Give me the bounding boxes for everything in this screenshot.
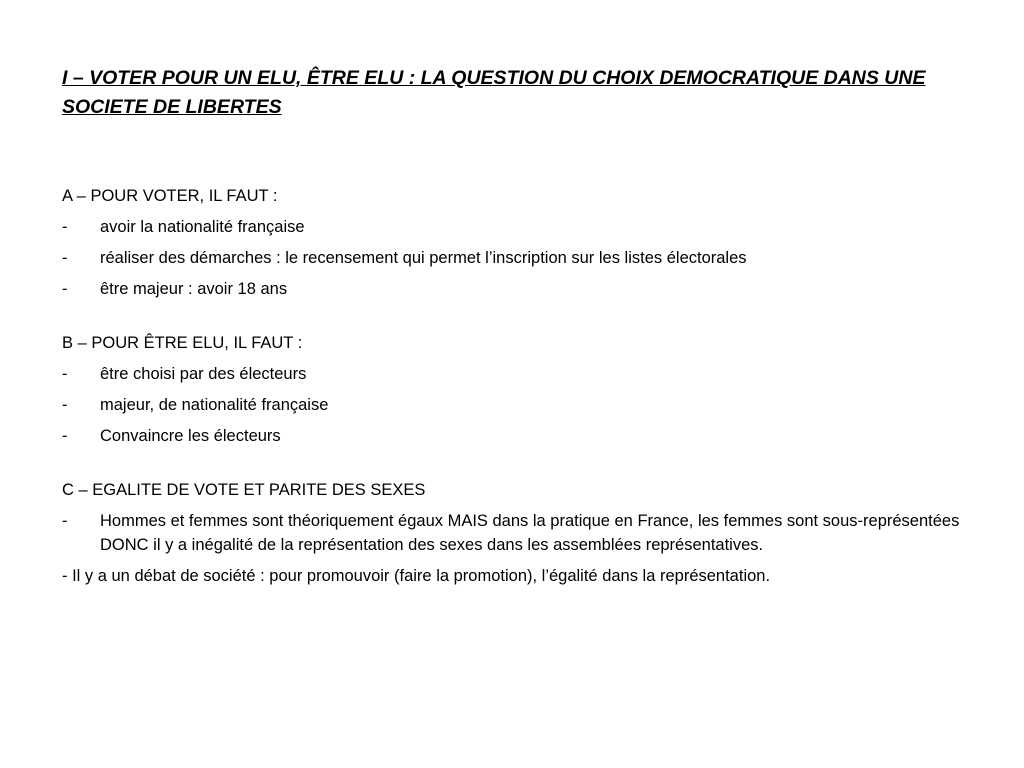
section-a (62, 184, 962, 301)
bullet-dash: - (62, 512, 68, 530)
list-item (62, 424, 962, 448)
bullet-dash: - (62, 365, 68, 383)
list-item-text: avoir la nationalité française (100, 218, 305, 236)
list-item-text: réaliser des démarches : le recensement qui permet l’inscription sur les listes électorales (100, 249, 747, 267)
list-item (62, 246, 962, 270)
list-item (62, 393, 962, 417)
section-heading: C – EGALITE DE VOTE ET PARITE DES SEXES (62, 481, 426, 499)
list-item (62, 509, 962, 557)
slide-body (62, 184, 962, 588)
list-item-text: Convaincre les électeurs (100, 427, 281, 445)
section-heading: A – POUR VOTER, IL FAUT : (62, 187, 278, 205)
section-heading: B – POUR ÊTRE ELU, IL FAUT : (62, 334, 303, 352)
list-item-text: être choisi par des électeurs (100, 365, 307, 383)
bullet-dash: - (62, 427, 68, 445)
section-b (62, 331, 962, 448)
slide-title: I – VOTER POUR UN ELU, ÊTRE ELU : LA QUESTION DU CHOIX DEMOCRATIQUE DANS UNE SOCIETE DE LIBERTES (62, 67, 926, 118)
section-spacer (62, 301, 962, 331)
list-item-text: être majeur : avoir 18 ans (100, 280, 288, 298)
section-spacer (62, 448, 962, 478)
bullet-dash: - (62, 249, 68, 267)
list-item (62, 277, 962, 301)
bullet-dash: - (62, 396, 68, 414)
section-c (62, 478, 962, 588)
list-item-text: majeur, de nationalité française (100, 396, 329, 414)
bullet-dash: - (62, 218, 68, 236)
list-item-text: Hommes et femmes sont théoriquement égaux MAIS dans la pratique en France, les femmes sont sous-représentées DONC il y a inégalité de la représentation des sexes dans les assemblées représentatives. (100, 512, 960, 554)
bullet-dash: - (62, 280, 68, 298)
closing-line: - Il y a un débat de société : pour promouvoir (faire la promotion), l’égalité dans la représentation. (62, 567, 771, 585)
list-item (62, 362, 962, 386)
list-item (62, 215, 962, 239)
